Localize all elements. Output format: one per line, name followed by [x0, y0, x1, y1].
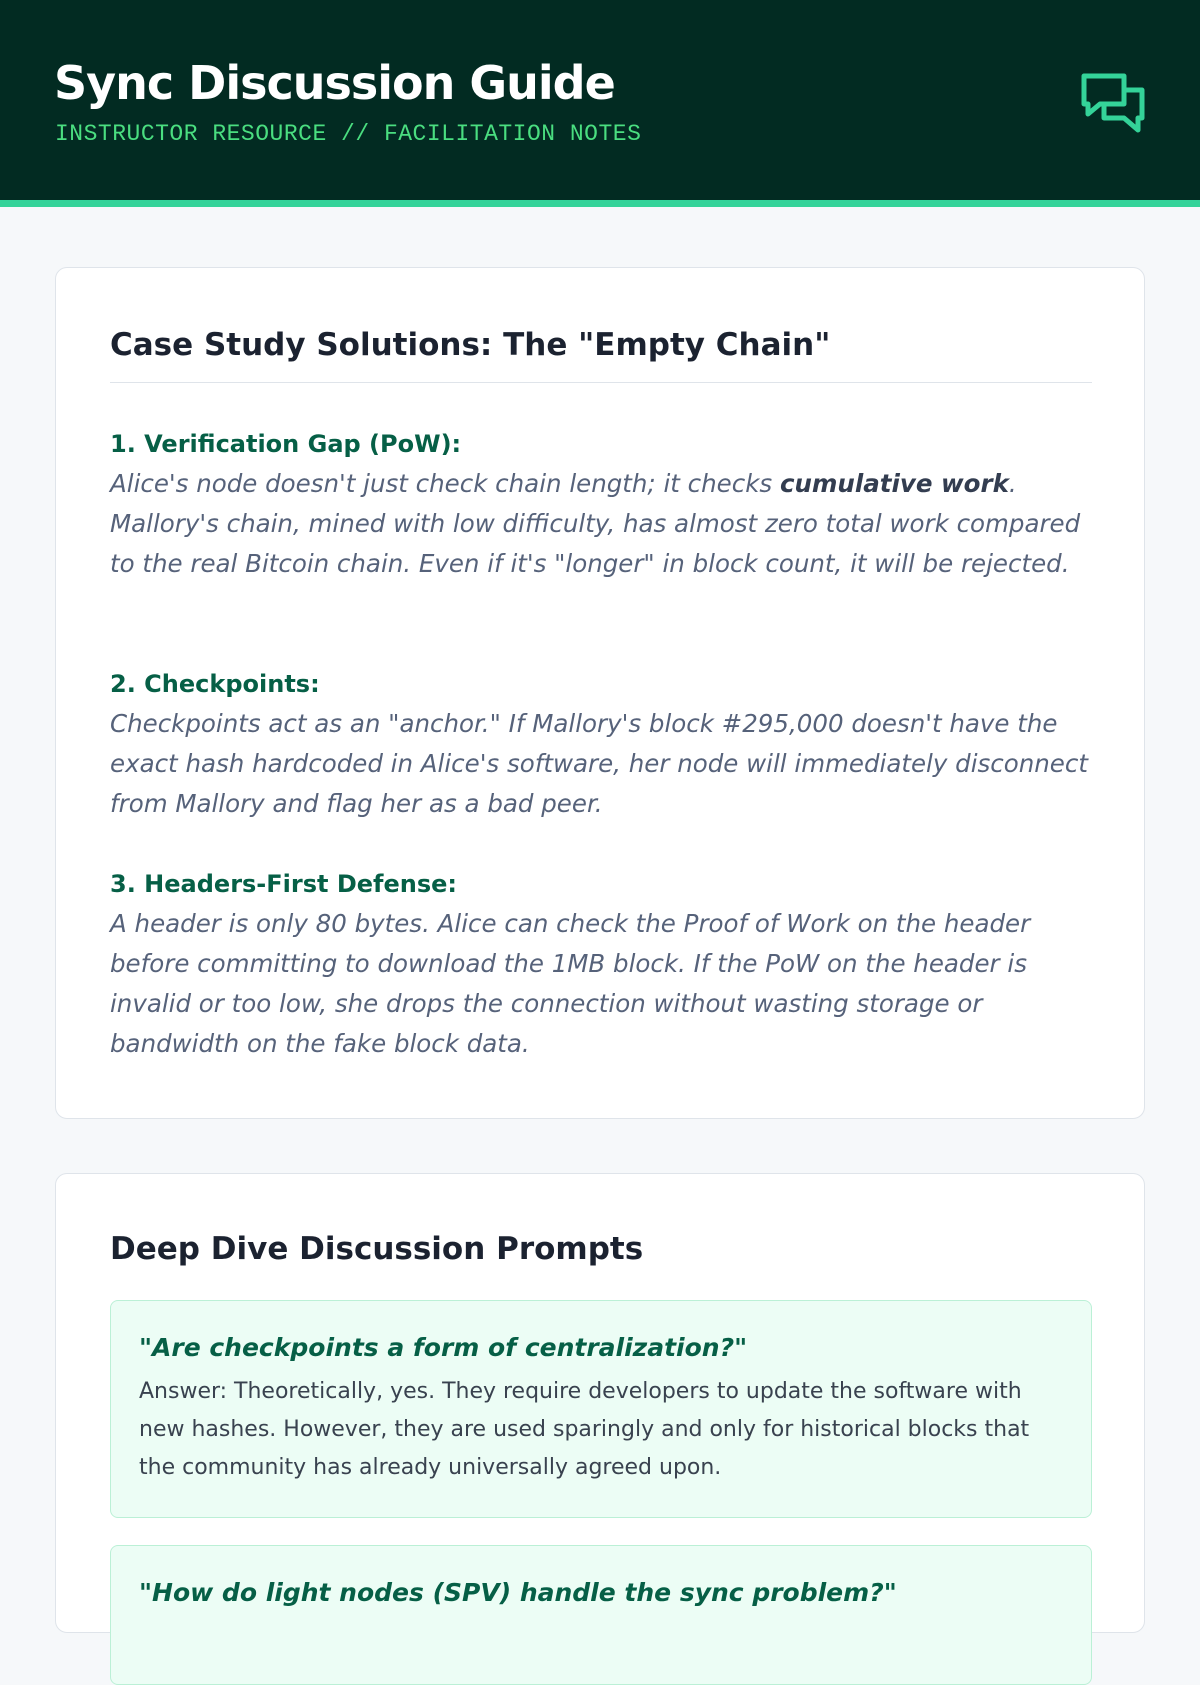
solution-heading: 1. Verification Gap (PoW):	[110, 430, 462, 458]
page-subtitle: INSTRUCTOR RESOURCE // FACILITATION NOTES	[55, 121, 642, 147]
page-header	[0, 0, 1200, 207]
solution-item-checkpoints	[110, 664, 1092, 824]
solution-body-emphasis: cumulative work	[779, 469, 1009, 498]
prompt-question: "Are checkpoints a form of centralization?"	[139, 1333, 748, 1362]
solution-body: A header is only 80 bytes. Alice can check the Proof of Work on the header before committing to download the 1MB block. If the PoW on the header is invalid or too low, she drops the connection without wasting storage or bandwidth on the fake block data.	[110, 909, 1031, 1058]
title-divider	[110, 382, 1092, 383]
solution-body: Checkpoints act as an "anchor." If Mallory's block #295,000 doesn't have the exact hash hardcoded in Alice's software, her node will immediately disconnect from Mallory and flag her as a bad peer.	[110, 709, 1088, 818]
solution-heading: 2. Checkpoints:	[110, 670, 320, 698]
prompt-item-centralization	[110, 1300, 1092, 1518]
prompt-item-light-nodes	[110, 1545, 1092, 1685]
solution-item-headers-first	[110, 864, 1092, 1064]
chat-bubbles-icon	[1080, 72, 1146, 136]
discussion-prompts-card	[55, 1173, 1145, 1633]
solutions-title: Case Study Solutions: The "Empty Chain"	[110, 327, 831, 363]
prompt-question: "How do light nodes (SPV) handle the sync problem?"	[139, 1578, 897, 1607]
page-title: Sync Discussion Guide	[54, 56, 615, 110]
solution-body	[110, 464, 1092, 584]
solution-heading: 3. Headers-First Defense:	[110, 870, 458, 898]
case-study-solutions-card	[55, 267, 1145, 1119]
prompt-answer: Answer: Theoretically, yes. They require developers to update the software with new hashes. However, they are used sparingly and only for historical blocks that the community has already universally agreed upon.	[139, 1379, 1030, 1480]
solution-item-verification-gap	[110, 424, 1092, 584]
solution-body-text: . Mallory's chain, mined with low difficulty, has almost zero total work compared to the real Bitcoin chain. Even if it's "longer" in block count, it will be rejected.	[110, 469, 1081, 578]
prompts-title: Deep Dive Discussion Prompts	[110, 1231, 644, 1267]
solution-body-text: Alice's node doesn't just check chain length; it checks	[110, 469, 780, 498]
